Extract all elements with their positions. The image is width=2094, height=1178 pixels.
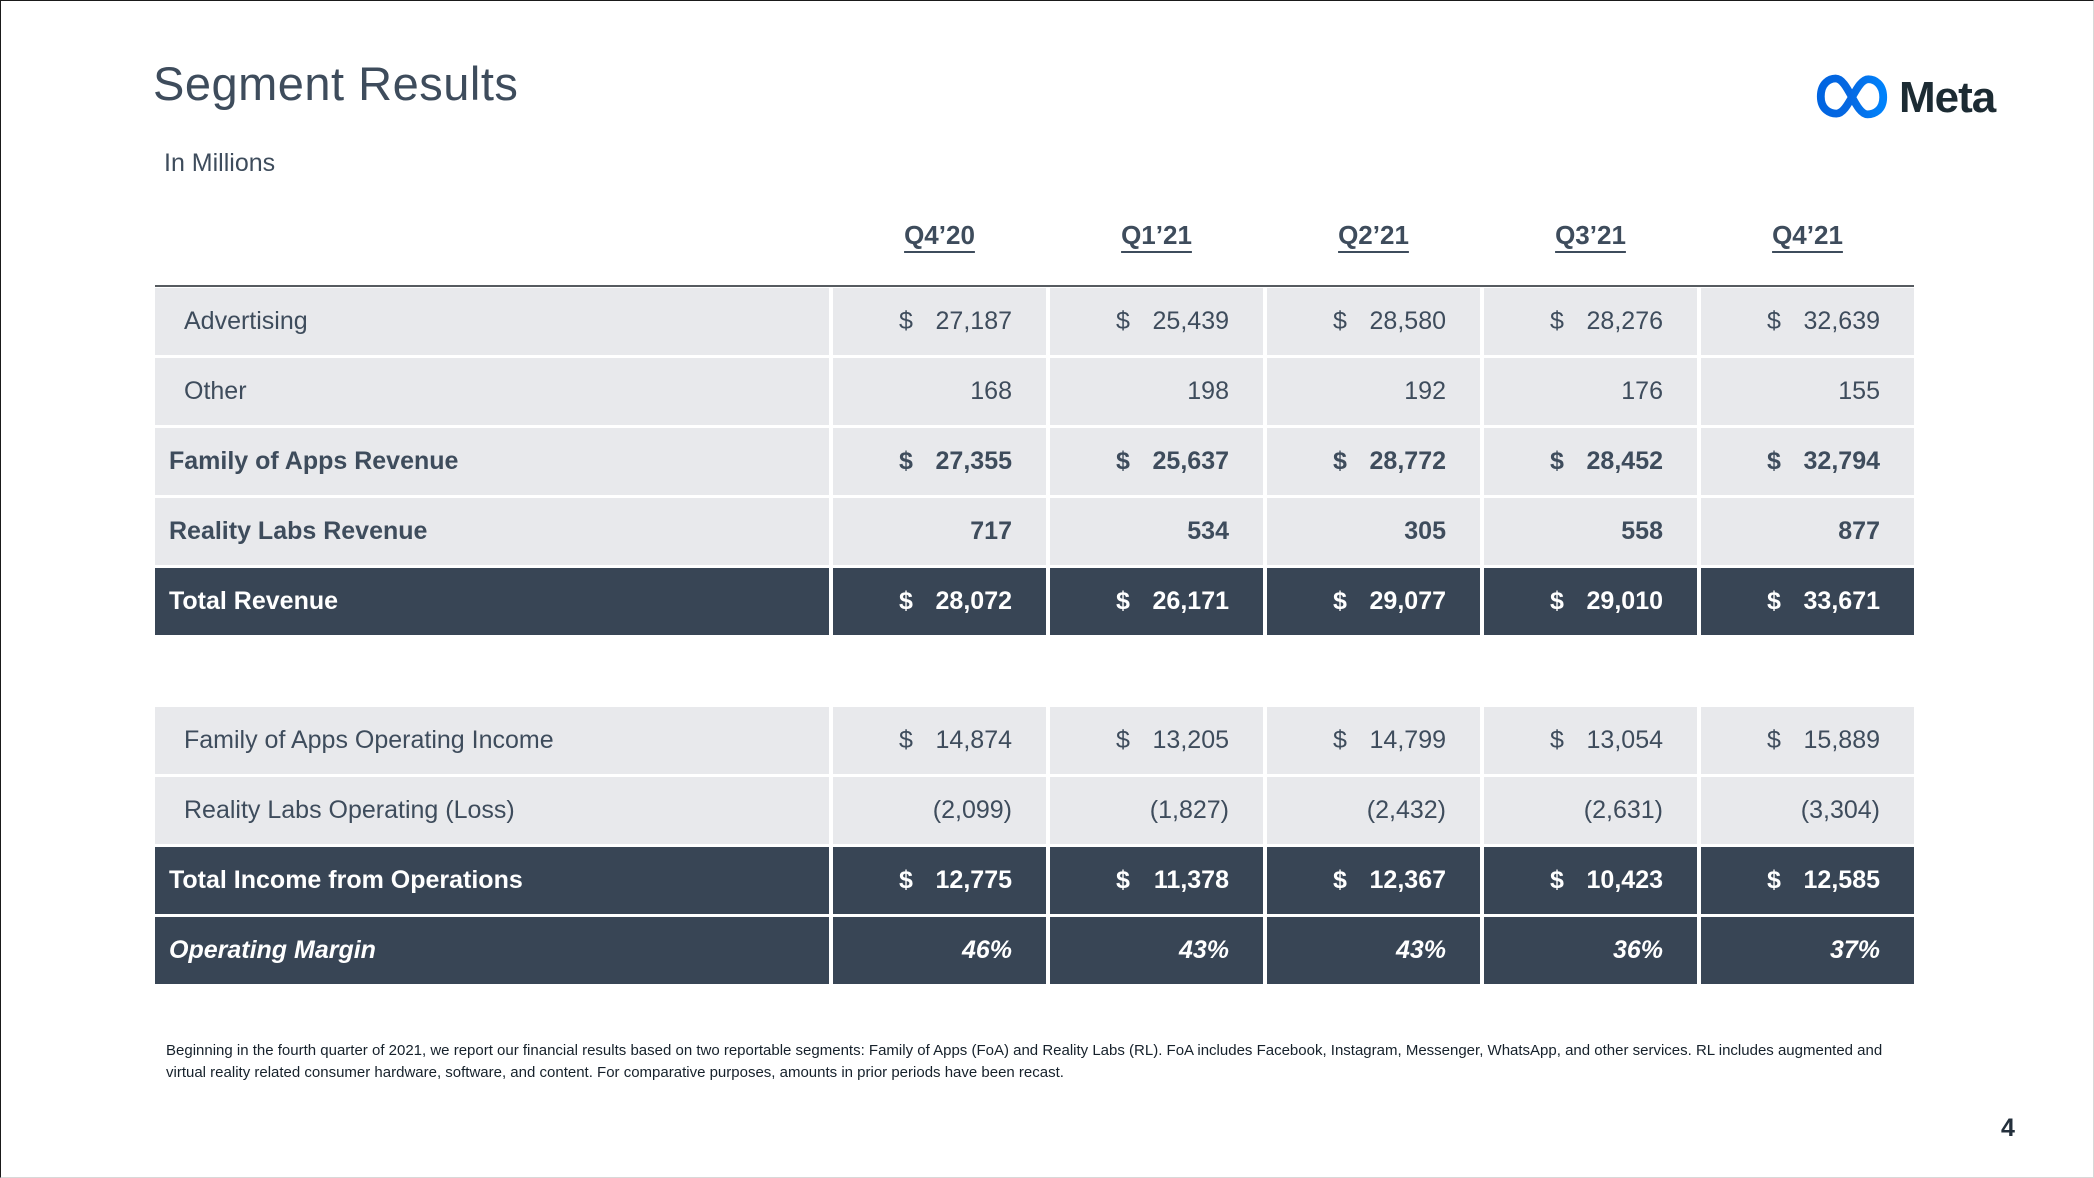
table-row [155,707,1914,774]
cell-value: 168 [970,377,1012,405]
dollar-sign: $ [899,726,913,754]
table-cell [1267,498,1480,565]
table-cell [1050,777,1263,844]
column-header: Q4’21 [1772,219,1843,250]
table-cell [1267,568,1480,635]
table-row [155,568,1914,635]
cell-value: 36% [1612,936,1663,964]
cell-value: 29,077 [1369,587,1446,615]
cell-value: 26,171 [1152,587,1229,615]
cell-value: 43% [1395,936,1446,964]
cell-value: 155 [1838,377,1880,405]
cell-value: (2,432) [1366,796,1446,824]
table-cell [1050,847,1263,914]
table-cell [833,498,1046,565]
table-row [155,498,1914,565]
table-cell [1701,288,1914,355]
cell-value: 305 [1404,517,1446,545]
dollar-sign: $ [899,447,913,475]
table-cell [1267,917,1480,984]
dollar-sign: $ [1550,307,1564,335]
cell-value: 13,205 [1152,726,1229,754]
cell-value: 877 [1838,517,1880,545]
cell-value: 14,874 [935,726,1012,754]
page-title: Segment Results [153,57,519,110]
dollar-sign: $ [1550,726,1564,754]
dollar-sign: $ [1116,726,1130,754]
table-cell [1050,498,1263,565]
table-cell [833,568,1046,635]
cell-value: 43% [1178,936,1229,964]
cell-value: 15,889 [1803,726,1880,754]
table-cell [1484,288,1697,355]
table-cell [1050,917,1263,984]
row-label: Operating Margin [155,917,829,984]
table-cell [1701,707,1914,774]
table-cell [1484,428,1697,495]
cell-value: 32,639 [1803,307,1880,335]
table-cell [1050,358,1263,425]
cell-value: 25,637 [1152,447,1229,475]
table-cell [1484,358,1697,425]
table-cell [1267,847,1480,914]
cell-value: 28,772 [1369,447,1446,475]
table-row [155,428,1914,495]
table-cell [833,917,1046,984]
table-cell [1484,568,1697,635]
page-number: 4 [2001,1114,2015,1142]
dollar-sign: $ [1767,447,1781,475]
row-label: Total Income from Operations [155,847,829,914]
cell-value: 28,276 [1586,307,1663,335]
dollar-sign: $ [1767,726,1781,754]
column-header: Q4’20 [904,219,975,250]
cell-value: 37% [1829,936,1880,964]
table-cell [1267,707,1480,774]
dollar-sign: $ [899,866,913,894]
table-cell [1267,358,1480,425]
segment-results-table [155,213,1914,984]
table-cell [1484,707,1697,774]
cell-value: 27,187 [935,307,1012,335]
cell-value: 28,072 [935,587,1012,615]
column-header: Q2’21 [1338,219,1409,250]
cell-value: 33,671 [1803,587,1880,615]
cell-value: 28,580 [1369,307,1446,335]
table-cell [1267,288,1480,355]
row-label: Reality Labs Revenue [155,498,829,565]
row-label: Family of Apps Revenue [155,428,829,495]
cell-value: 198 [1187,377,1229,405]
dollar-sign: $ [1116,587,1130,615]
dollar-sign: $ [1333,866,1347,894]
table-cell [1701,917,1914,984]
cell-value: 46% [961,936,1012,964]
cell-value: (2,631) [1583,796,1663,824]
table-cell [1484,847,1697,914]
cell-value: 11,378 [1153,866,1229,894]
cell-value: 29,010 [1586,587,1663,615]
table-cell [1484,498,1697,565]
table-cell [1701,498,1914,565]
table-cell [1701,777,1914,844]
table-row [155,847,1914,914]
row-label: Total Revenue [155,568,829,635]
table-cell [833,847,1046,914]
table-cell [1050,288,1263,355]
table-cell [1701,358,1914,425]
dollar-sign: $ [1116,307,1130,335]
dollar-sign: $ [1333,726,1347,754]
dollar-sign: $ [1116,866,1130,894]
table-spacer-row [155,638,1914,704]
column-header: Q1’21 [1121,219,1192,250]
table-cell [833,358,1046,425]
dollar-sign: $ [899,307,913,335]
table-cell [1701,847,1914,914]
cell-value: 10,423 [1586,866,1663,894]
cell-value: 25,439 [1152,307,1229,335]
cell-value: 32,794 [1803,447,1880,475]
table-row [155,288,1914,355]
meta-wordmark: Meta [1899,73,1996,122]
dollar-sign: $ [1550,447,1564,475]
cell-value: 534 [1187,517,1229,545]
dollar-sign: $ [1767,587,1781,615]
table-cell [1050,568,1263,635]
dollar-sign: $ [1116,447,1130,475]
cell-value: 14,799 [1369,726,1446,754]
cell-value: 12,585 [1803,866,1880,894]
table-cell [1484,917,1697,984]
dollar-sign: $ [1550,866,1564,894]
row-label: Advertising [155,288,829,355]
cell-value: 13,054 [1586,726,1663,754]
table-cell [1701,428,1914,495]
quarter-header-row [155,213,1914,257]
dollar-sign: $ [899,587,913,615]
dollar-sign: $ [1333,447,1347,475]
footnote-line-1: Beginning in the fourth quarter of 2021, we report our financial results based on two reportable segments: Family of Apps (FoA) and Reality Labs (RL). FoA includes Facebook, Instagram, Messenger, WhatsApp, and other services. RL includes augmented and [166,1042,1883,1059]
table-cell [1267,777,1480,844]
cell-value: (3,304) [1800,796,1880,824]
table-cell [833,777,1046,844]
cell-value: (1,827) [1149,796,1229,824]
table-cell [833,288,1046,355]
dollar-sign: $ [1333,307,1347,335]
table-cell [1050,707,1263,774]
footnote [166,1040,1882,1084]
meta-logo [1813,73,1995,123]
table-body [155,288,1914,984]
table-cell [833,707,1046,774]
table-cell [1484,777,1697,844]
cell-value: 192 [1404,377,1446,405]
column-header: Q3’21 [1555,219,1626,250]
table-cell [1267,428,1480,495]
table-row [155,777,1914,844]
cell-value: 176 [1621,377,1663,405]
row-label: Family of Apps Operating Income [155,707,829,774]
row-label: Reality Labs Operating (Loss) [155,777,829,844]
dollar-sign: $ [1550,587,1564,615]
cell-value: 28,452 [1586,447,1663,475]
table-row [155,917,1914,984]
dollar-sign: $ [1767,307,1781,335]
cell-value: 12,775 [935,866,1012,894]
row-label: Other [155,358,829,425]
cell-value: 558 [1621,517,1663,545]
table-cell [1701,568,1914,635]
cell-value: (2,099) [932,796,1012,824]
page-subtitle: In Millions [164,149,276,177]
cell-value: 717 [970,517,1012,545]
cell-value: 27,355 [935,447,1012,475]
footnote-line-2: virtual reality related consumer hardware, software, and content. For comparative purposes, amounts in prior periods have been recast. [166,1064,1064,1081]
dollar-sign: $ [1767,866,1781,894]
table-top-rule [155,285,1914,287]
cell-value: 12,367 [1369,866,1446,894]
table-cell [1050,428,1263,495]
table-row [155,358,1914,425]
dollar-sign: $ [1333,587,1347,615]
table-cell [833,428,1046,495]
meta-infinity-icon [1813,73,1891,123]
